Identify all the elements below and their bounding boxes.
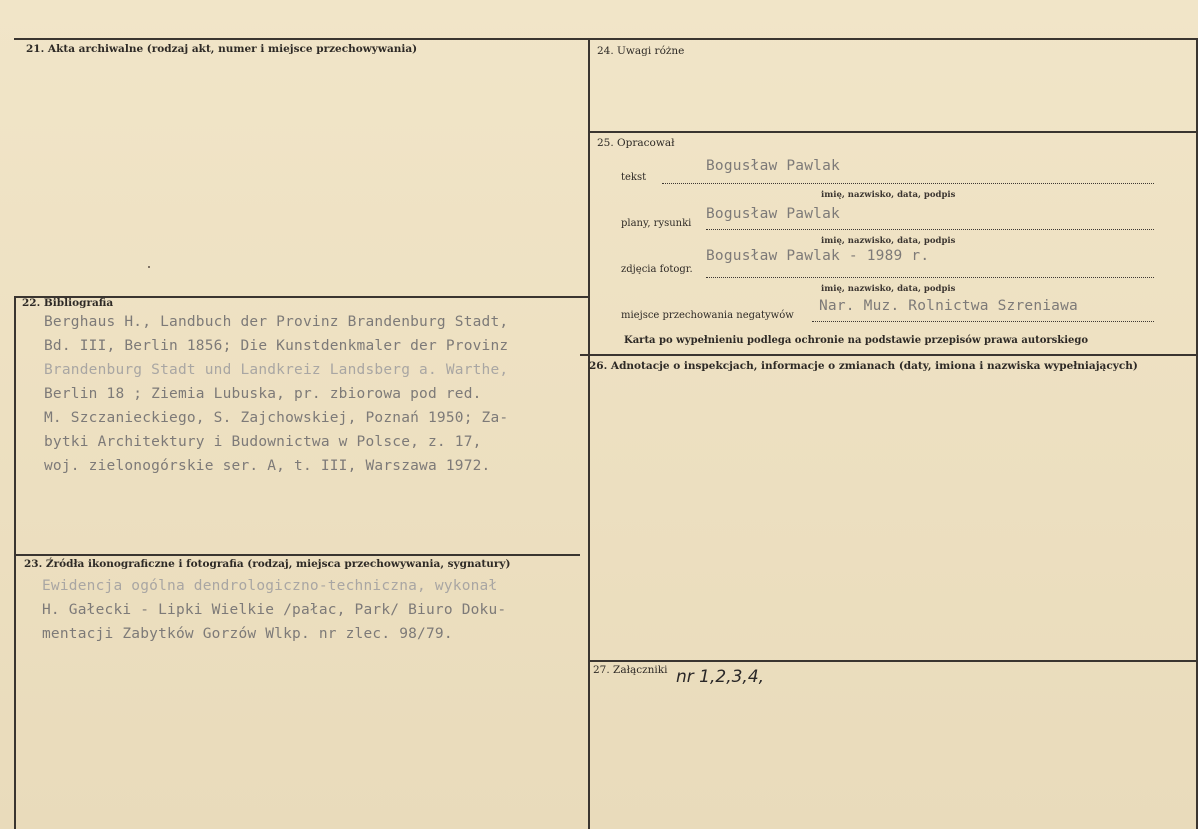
section-21-label: 21. Akta archiwalne (rodzaj akt, numer i miejsce przechowywania) [26, 43, 418, 55]
section-23-label: 23. Źródła ikonograficzne i fotografia (rodzaj, miejsca przechowywania, sygnatury) [24, 558, 511, 570]
divider-22-23 [14, 554, 580, 556]
iconography-line: H. Gałecki - Lipki Wielkie /pałac, Park/ Biuro Doku- [42, 602, 507, 618]
left-column-rule [14, 296, 16, 829]
text-author-hint: imię, nazwisko, data, podpis [821, 190, 956, 200]
bibliography-line: bytki Architektury i Budownictwa w Polsce, z. 17, [44, 434, 482, 450]
bibliography-line: woj. zielonogórskie ser. A, t. III, Warszawa 1972. [44, 458, 491, 474]
iconography-line: Ewidencja ogólna dendrologiczno-techniczna, wykonał [42, 578, 498, 594]
divider-26-27 [588, 660, 1198, 662]
drawings-author-value: Bogusław Pawlak [706, 206, 840, 222]
iconography-text [42, 574, 506, 646]
iconography-line: mentacji Zabytków Gorzów Wlkp. nr zlec. 98/79. [42, 626, 453, 642]
text-author-label: tekst [621, 172, 647, 183]
drawings-author-line [706, 229, 1154, 230]
bibliography-text [44, 310, 508, 478]
text-author-value: Bogusław Pawlak [706, 158, 840, 174]
negatives-location-value: Nar. Muz. Rolnictwa Szreniawa [819, 298, 1078, 314]
section-27-label: 27. Załączniki [593, 664, 668, 676]
negatives-location-line [812, 321, 1154, 322]
divider-24-25 [588, 131, 1198, 133]
divider-25-26 [580, 354, 1198, 356]
top-rule [14, 38, 1198, 40]
photos-author-line [706, 277, 1154, 278]
drawings-author-hint: imię, nazwisko, data, podpis [821, 236, 956, 246]
bibliography-line: M. Szczanieckiego, S. Zajchowskiej, Poznań 1950; Za- [44, 410, 509, 426]
bibliography-line: Berlin 18 ; Ziemia Lubuska, pr. zbiorowa pod red. [44, 386, 482, 402]
photos-author-value: Bogusław Pawlak - 1989 r. [706, 248, 930, 264]
section-22-label: 22. Bibliografia [22, 297, 114, 309]
text-author-line [662, 183, 1154, 184]
bibliography-line: Bd. III, Berlin 1856; Die Kunstdenkmaler der Provinz [44, 338, 509, 354]
copyright-note: Karta po wypełnieniu podlega ochronie na podstawie przepisów prawa autorskiego [624, 335, 1089, 346]
bibliography-line: Brandenburg Stadt und Landkreiz Landsberg a. Warthe, [44, 362, 509, 378]
paper-speck [148, 266, 150, 268]
bibliography-line: Berghaus H., Landbuch der Provinz Brandenburg Stadt, [44, 314, 509, 330]
drawings-author-label: plany, rysunki [621, 218, 692, 229]
attachments-handwritten: nr 1,2,3,4, [676, 667, 765, 687]
photos-author-hint: imię, nazwisko, data, podpis [821, 284, 956, 294]
negatives-location-label: miejsce przechowania negatywów [621, 310, 794, 321]
section-25-label: 25. Opracował [597, 137, 675, 149]
photos-author-label: zdjęcia fotogr. [621, 264, 693, 275]
section-26-label: 26. Adnotacje o inspekcjach, informacje o zmianach (daty, imiona i nazwiska wypełniających) [589, 360, 1138, 372]
column-divider [588, 38, 590, 829]
section-24-label: 24. Uwagi różne [597, 45, 685, 57]
